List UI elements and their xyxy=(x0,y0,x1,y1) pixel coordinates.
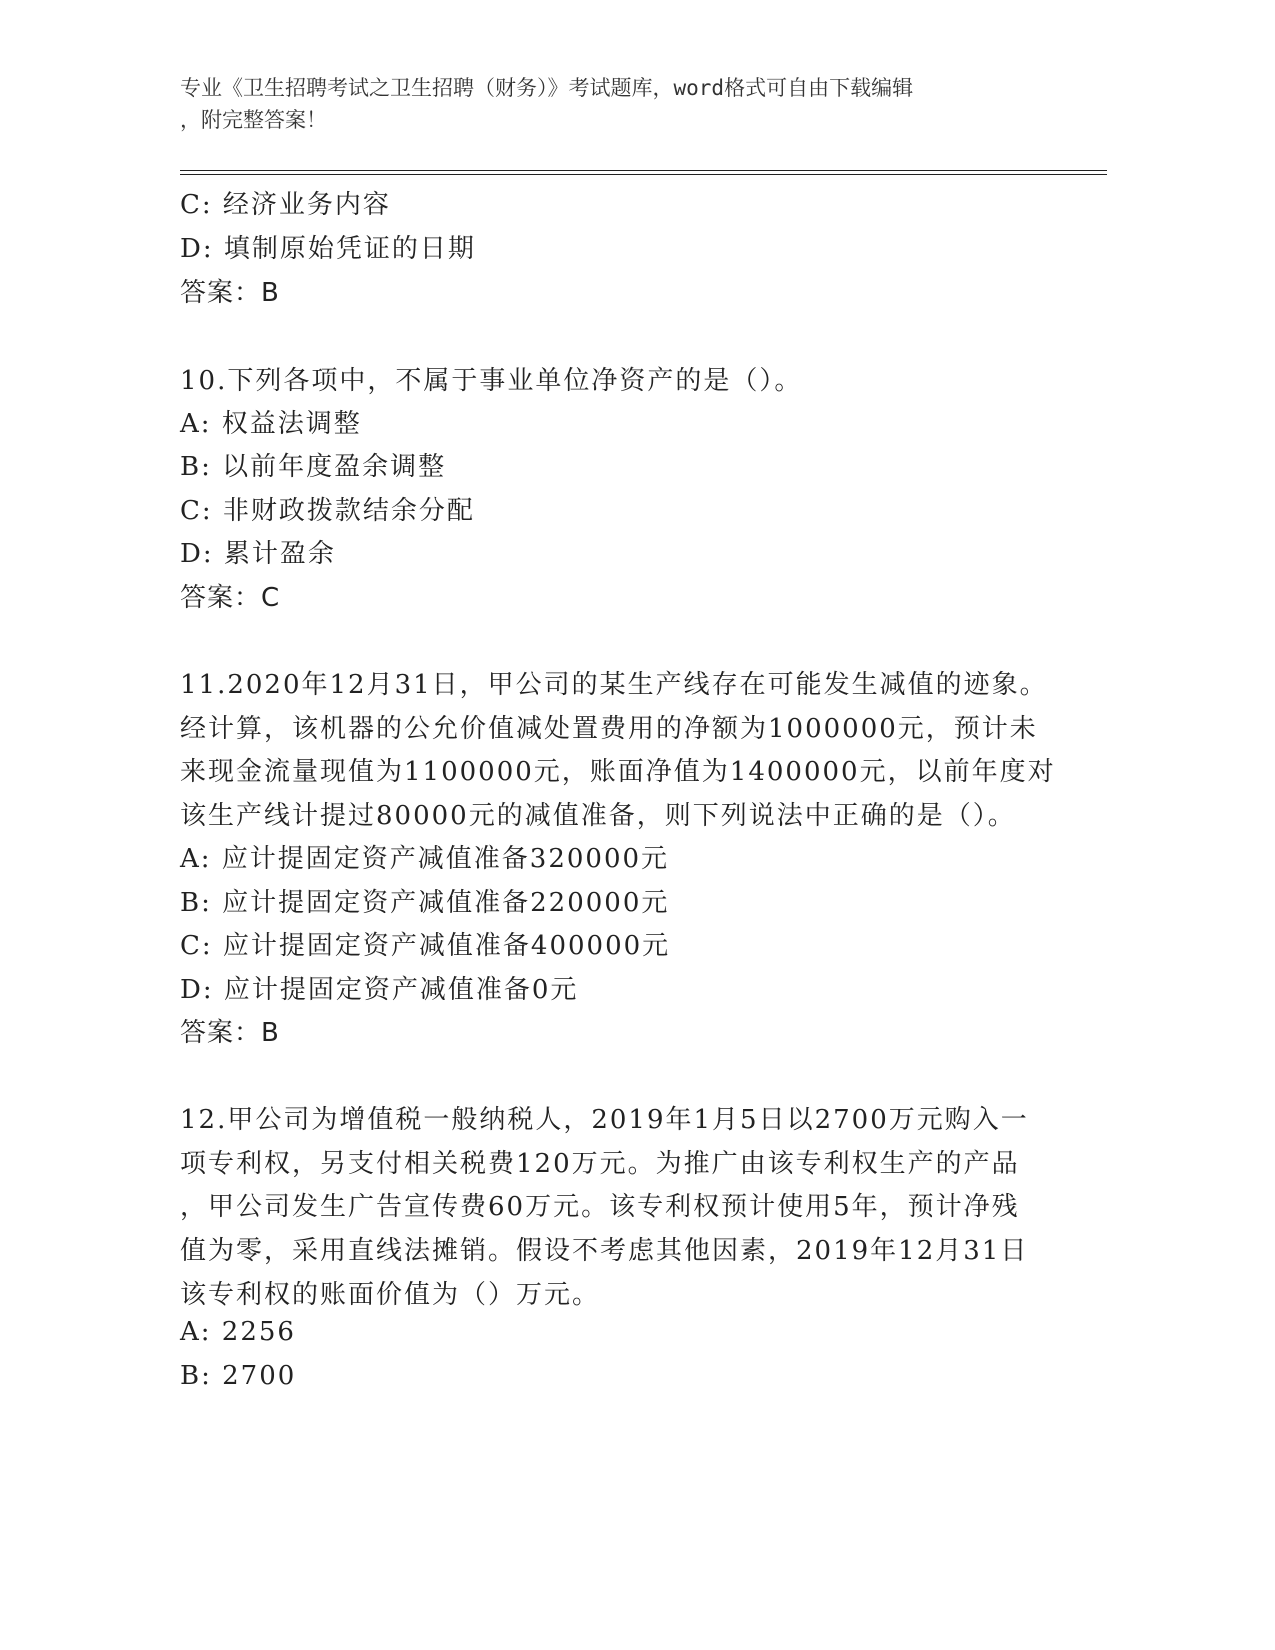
q12-stem-line-4: 值为零，采用直线法摊销。假设不考虑其他因素，2019年12月31日 xyxy=(180,1236,1029,1266)
q12-stem-line-5: 该专利权的账面价值为（）万元。 xyxy=(180,1280,601,1310)
header-line-1: 专业《卫生招聘考试之卫生招聘（财务）》考试题库，word格式可自由下载编辑 xyxy=(180,76,914,100)
q11-option-a: A: 应计提固定资产减值准备320000元 xyxy=(180,844,670,874)
q11-stem-line-4: 该生产线计提过80000元的减值准备，则下列说法中正确的是（）。 xyxy=(180,801,1016,831)
q10-option-a: A: 权益法调整 xyxy=(180,409,362,439)
q12-stem-line-1: 12.甲公司为增值税一般纳税人，2019年1月5日以2700万元购入一 xyxy=(180,1105,1029,1135)
q11-option-b: B: 应计提固定资产减值准备220000元 xyxy=(180,888,670,918)
document-header xyxy=(180,72,1040,136)
q12-stem-line-3: ，甲公司发生广告宣传费60万元。该专利权预计使用5年，预计净残 xyxy=(180,1192,1020,1222)
q11-answer: 答案：B xyxy=(180,1018,280,1048)
q10-option-b: B: 以前年度盈余调整 xyxy=(180,452,447,482)
q11-option-c: C: 应计提固定资产减值准备400000元 xyxy=(180,931,671,961)
q10-stem: 10.下列各项中，不属于事业单位净资产的是（）。 xyxy=(180,366,803,396)
q10-option-c: C: 非财政拨款结余分配 xyxy=(180,496,475,526)
q11-stem-line-3: 来现金流量现值为1100000元，账面净值为1400000元，以前年度对 xyxy=(180,757,1056,787)
q12-option-a: A: 2256 xyxy=(180,1317,296,1347)
header-line-2: ，附完整答案！ xyxy=(180,108,327,132)
q12-stem-line-2: 项专利权，另支付相关税费120万元。为推广由该专利权生产的产品 xyxy=(180,1149,1020,1179)
q10-answer: 答案：C xyxy=(180,583,281,613)
q9-option-c: C: 经济业务内容 xyxy=(180,190,391,220)
q11-stem-line-2: 经计算，该机器的公允价值减处置费用的净额为1000000元，预计未 xyxy=(180,714,1038,744)
q12-option-b: B: 2700 xyxy=(180,1361,297,1391)
q11-stem-line-1: 11.2020年12月31日，甲公司的某生产线存在可能发生减值的迹象。 xyxy=(180,670,1048,700)
header-divider xyxy=(180,170,1107,175)
q9-answer: 答案：B xyxy=(180,278,280,308)
q10-option-d: D: 累计盈余 xyxy=(180,539,336,569)
q9-option-d: D: 填制原始凭证的日期 xyxy=(180,234,476,264)
q11-option-d: D: 应计提固定资产减值准备0元 xyxy=(180,975,579,1005)
